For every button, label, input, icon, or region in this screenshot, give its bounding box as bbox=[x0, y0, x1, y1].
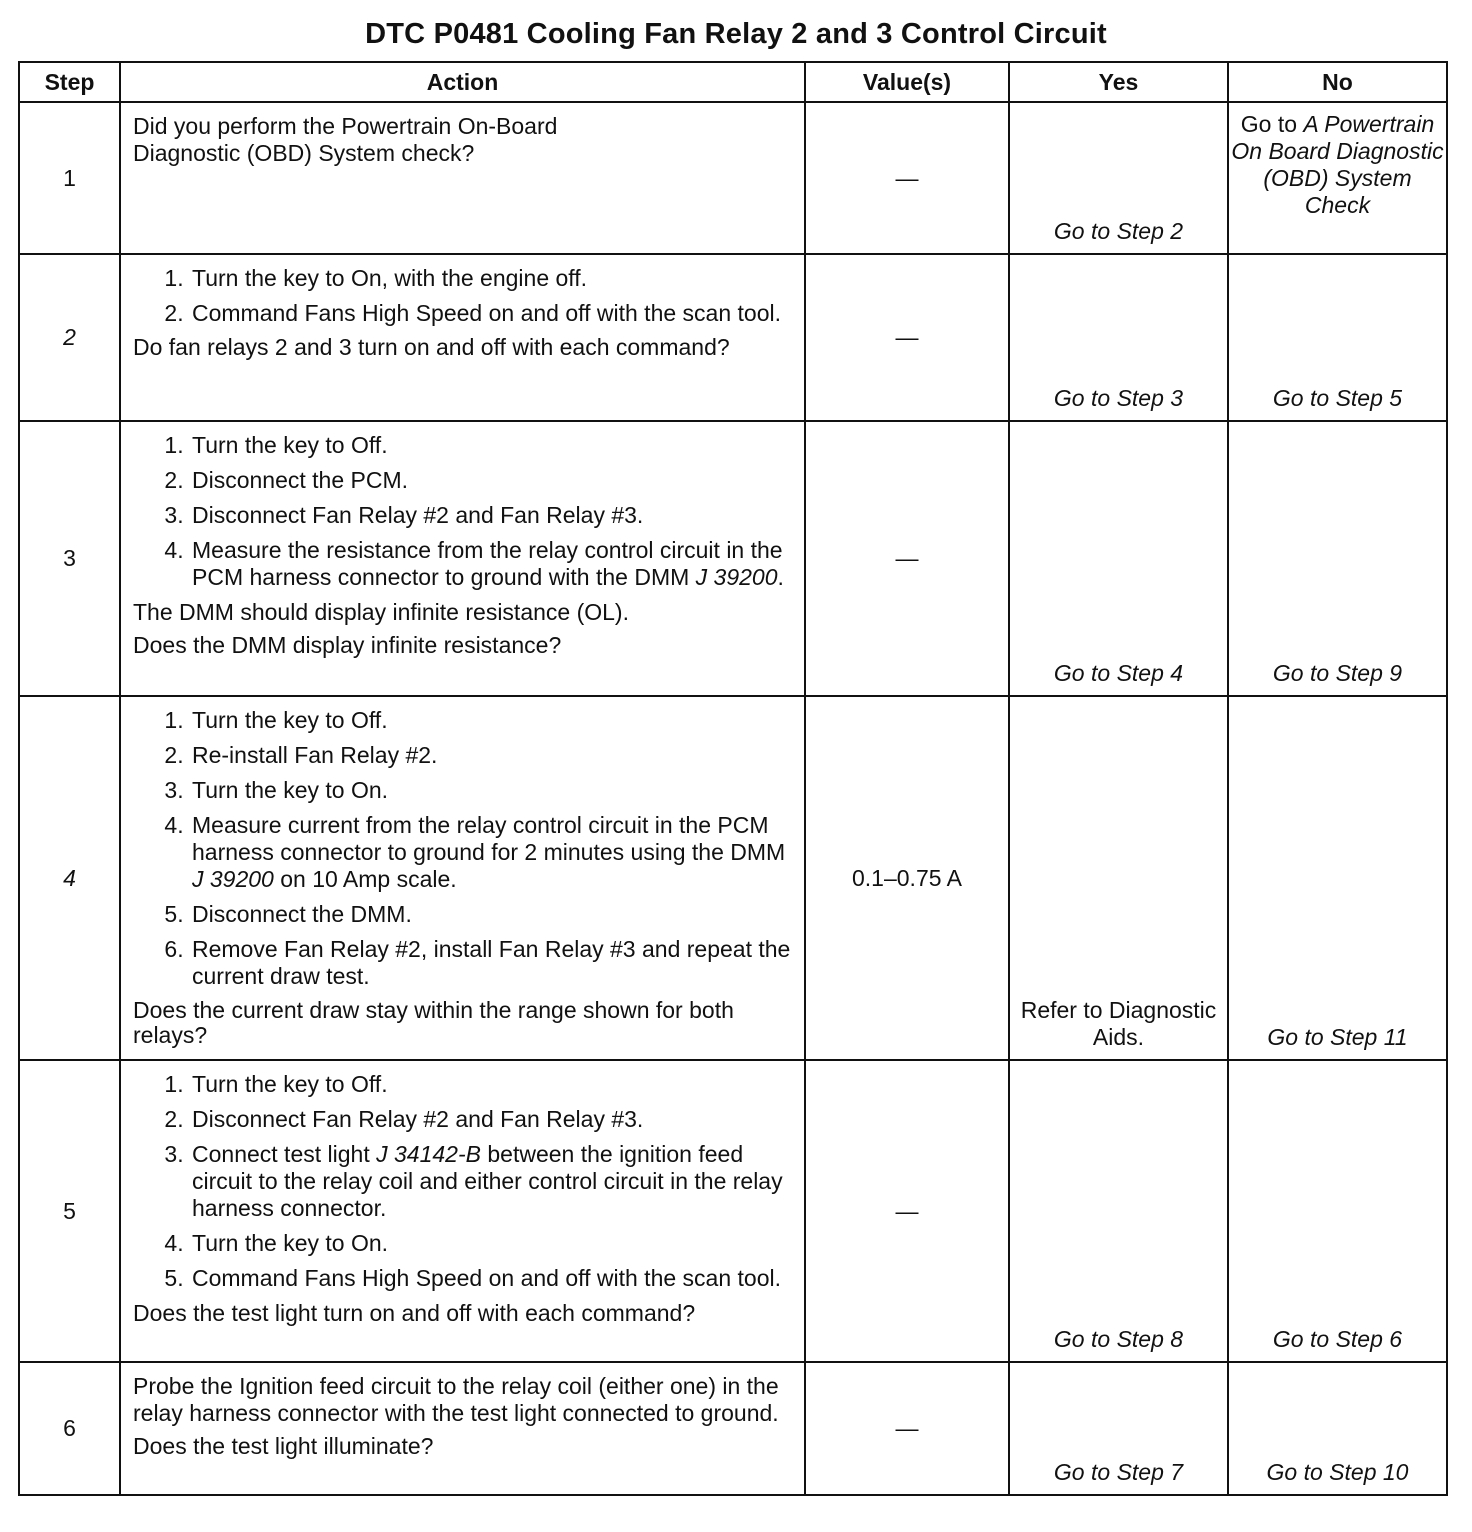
list-item: 1. Turn the key to On, with the engine off. bbox=[190, 265, 794, 292]
step-number: 5 bbox=[19, 1060, 120, 1362]
table-row bbox=[19, 102, 1447, 254]
action-question: Does the test light turn on and off with each command? bbox=[133, 1300, 696, 1326]
list-item bbox=[190, 537, 794, 591]
table-row bbox=[19, 1362, 1447, 1495]
no-cell bbox=[1228, 102, 1447, 254]
action-text: Did you perform the Powertrain On-Board Diagnostic (OBD) System check? bbox=[133, 113, 558, 166]
no-cell: Go to Step 10 bbox=[1228, 1362, 1447, 1495]
no-prefix: Go to bbox=[1240, 111, 1304, 137]
step-number: 1 bbox=[19, 102, 120, 254]
action-list bbox=[133, 1071, 794, 1292]
tool-reference: J 39200 bbox=[192, 866, 274, 892]
list-item: 1. Turn the key to Off. bbox=[190, 707, 794, 734]
item-text: Measure the resistance from the relay control circuit in the PCM harness connector to ground with the DMM bbox=[192, 537, 783, 590]
step-number: 4 bbox=[19, 696, 120, 1060]
yes-cell: Refer to Diagnostic Aids. bbox=[1009, 696, 1228, 1060]
no-cell: Go to Step 11 bbox=[1228, 696, 1447, 1060]
action-text: Probe the Ignition feed circuit to the relay coil (either one) in the relay harness connector with the test light connected to ground. bbox=[133, 1373, 779, 1426]
no-link: A Powertrain On Board Diagnostic (OBD) System Check bbox=[1231, 111, 1444, 218]
header-value: Value(s) bbox=[805, 62, 1009, 102]
item-end: between the ignition feed circuit to the relay coil and either control circuit in the relay harness connector. bbox=[192, 1141, 783, 1221]
header-yes: Yes bbox=[1009, 62, 1228, 102]
value-cell: — bbox=[805, 254, 1009, 421]
item-end: on 10 Amp scale. bbox=[273, 866, 457, 892]
list-item: 2. Re-install Fan Relay #2. bbox=[190, 742, 794, 769]
item-text: Connect test light bbox=[192, 1141, 377, 1167]
yes-cell: Go to Step 2 bbox=[1009, 102, 1228, 254]
item-end: . bbox=[777, 564, 784, 590]
list-item: 2. Disconnect Fan Relay #2 and Fan Relay #3. bbox=[190, 1106, 794, 1133]
no-cell: Go to Step 6 bbox=[1228, 1060, 1447, 1362]
list-item: 1. Turn the key to Off. bbox=[190, 432, 794, 459]
list-item: 1. Turn the key to Off. bbox=[190, 1071, 794, 1098]
no-cell: Go to Step 5 bbox=[1228, 254, 1447, 421]
action-cell bbox=[120, 1362, 805, 1495]
value-cell: — bbox=[805, 421, 1009, 696]
value-cell: — bbox=[805, 1060, 1009, 1362]
step-number: 6 bbox=[19, 1362, 120, 1495]
action-cell bbox=[120, 102, 805, 254]
list-item: 2. Disconnect the PCM. bbox=[190, 467, 794, 494]
tool-reference: J 39200 bbox=[695, 564, 778, 590]
action-list bbox=[133, 265, 794, 327]
action-question: Does the DMM display infinite resistance? bbox=[133, 632, 562, 658]
table-row bbox=[19, 421, 1447, 696]
action-list bbox=[133, 707, 794, 990]
step-number: 2 bbox=[19, 254, 120, 421]
table-row bbox=[19, 1060, 1447, 1362]
action-cell bbox=[120, 254, 805, 421]
yes-cell: Go to Step 3 bbox=[1009, 254, 1228, 421]
value-cell: — bbox=[805, 102, 1009, 254]
no-cell: Go to Step 9 bbox=[1228, 421, 1447, 696]
item-text: Measure current from the relay control circuit in the PCM harness connector to ground for 2 minutes using the DMM bbox=[192, 812, 786, 865]
table-row bbox=[19, 696, 1447, 1060]
header-row bbox=[19, 62, 1447, 102]
action-cell bbox=[120, 421, 805, 696]
value-cell: — bbox=[805, 1362, 1009, 1495]
action-question: Does the current draw stay within the range shown for both relays? bbox=[133, 997, 734, 1048]
list-item bbox=[190, 1141, 794, 1222]
yes-cell: Go to Step 4 bbox=[1009, 421, 1228, 696]
tool-reference: J 34142-B bbox=[376, 1141, 481, 1167]
header-no: No bbox=[1228, 62, 1447, 102]
action-cell bbox=[120, 696, 805, 1060]
step-number: 3 bbox=[19, 421, 120, 696]
action-cell bbox=[120, 1060, 805, 1362]
list-item: 2. Command Fans High Speed on and off with the scan tool. bbox=[190, 300, 794, 327]
yes-cell: Go to Step 8 bbox=[1009, 1060, 1228, 1362]
table-row bbox=[19, 254, 1447, 421]
list-item: 5. Disconnect the DMM. bbox=[190, 901, 794, 928]
list-item bbox=[190, 812, 794, 893]
list-item: 4. Turn the key to On. bbox=[190, 1230, 794, 1257]
header-action: Action bbox=[120, 62, 805, 102]
action-question: Does the test light illuminate? bbox=[133, 1433, 434, 1459]
list-item: 6. Remove Fan Relay #2, install Fan Relay #3 and repeat the current draw test. bbox=[190, 936, 794, 990]
action-list bbox=[133, 432, 794, 591]
list-item: 5. Command Fans High Speed on and off with the scan tool. bbox=[190, 1265, 794, 1292]
diagnostic-table bbox=[18, 61, 1448, 1496]
page-title: DTC P0481 Cooling Fan Relay 2 and 3 Control Circuit bbox=[365, 18, 1107, 50]
yes-cell: Go to Step 7 bbox=[1009, 1362, 1228, 1495]
action-question: Do fan relays 2 and 3 turn on and off with each command? bbox=[133, 334, 730, 360]
list-item: 3. Turn the key to On. bbox=[190, 777, 794, 804]
action-note: The DMM should display infinite resistance (OL). bbox=[133, 599, 629, 625]
header-step: Step bbox=[19, 62, 120, 102]
list-item: 3. Disconnect Fan Relay #2 and Fan Relay #3. bbox=[190, 502, 794, 529]
value-cell: 0.1–0.75 A bbox=[805, 696, 1009, 1060]
